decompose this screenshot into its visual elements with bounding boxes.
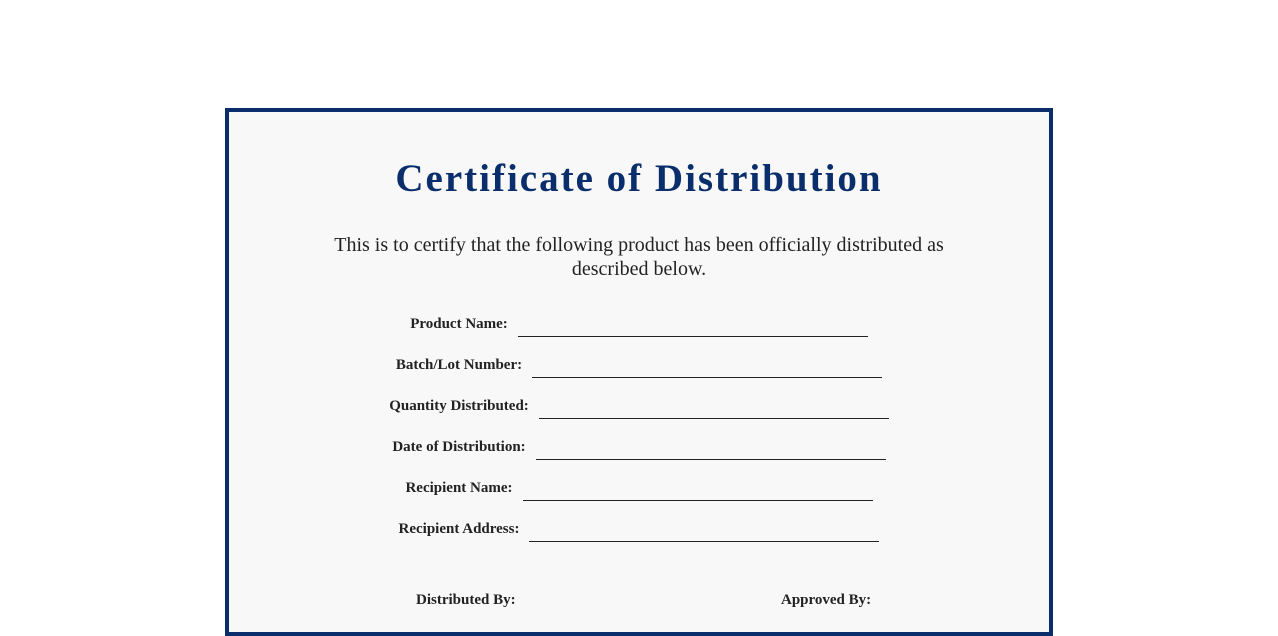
field-product-name [229, 314, 1049, 355]
certificate-frame [225, 108, 1053, 636]
field-label: Date of Distribution: [392, 439, 526, 455]
field-blank-line [523, 480, 873, 501]
certificate-intro: This is to certify that the following product has been officially distributed as described below. [334, 234, 944, 280]
distributed-by-label: Distributed By: [416, 592, 516, 608]
field-recipient-address [229, 519, 1049, 560]
field-label: Quantity Distributed: [389, 398, 529, 414]
field-label: Recipient Address: [398, 521, 520, 537]
field-date-of-distribution [229, 437, 1049, 478]
field-quantity-distributed [229, 396, 1049, 437]
field-blank-line [529, 521, 879, 542]
field-recipient-name [229, 478, 1049, 519]
field-label: Product Name: [410, 316, 508, 332]
field-batch-lot-number [229, 355, 1049, 396]
field-blank-line [518, 316, 868, 337]
field-blank-line [536, 439, 886, 460]
field-blank-line [539, 398, 889, 419]
approved-by-label: Approved By: [781, 592, 872, 608]
certificate-fields [229, 314, 1049, 560]
field-blank-line [532, 357, 882, 378]
certificate-title: Certificate of Distribution [395, 157, 883, 200]
field-label: Batch/Lot Number: [395, 357, 523, 373]
field-label: Recipient Name: [405, 480, 513, 496]
